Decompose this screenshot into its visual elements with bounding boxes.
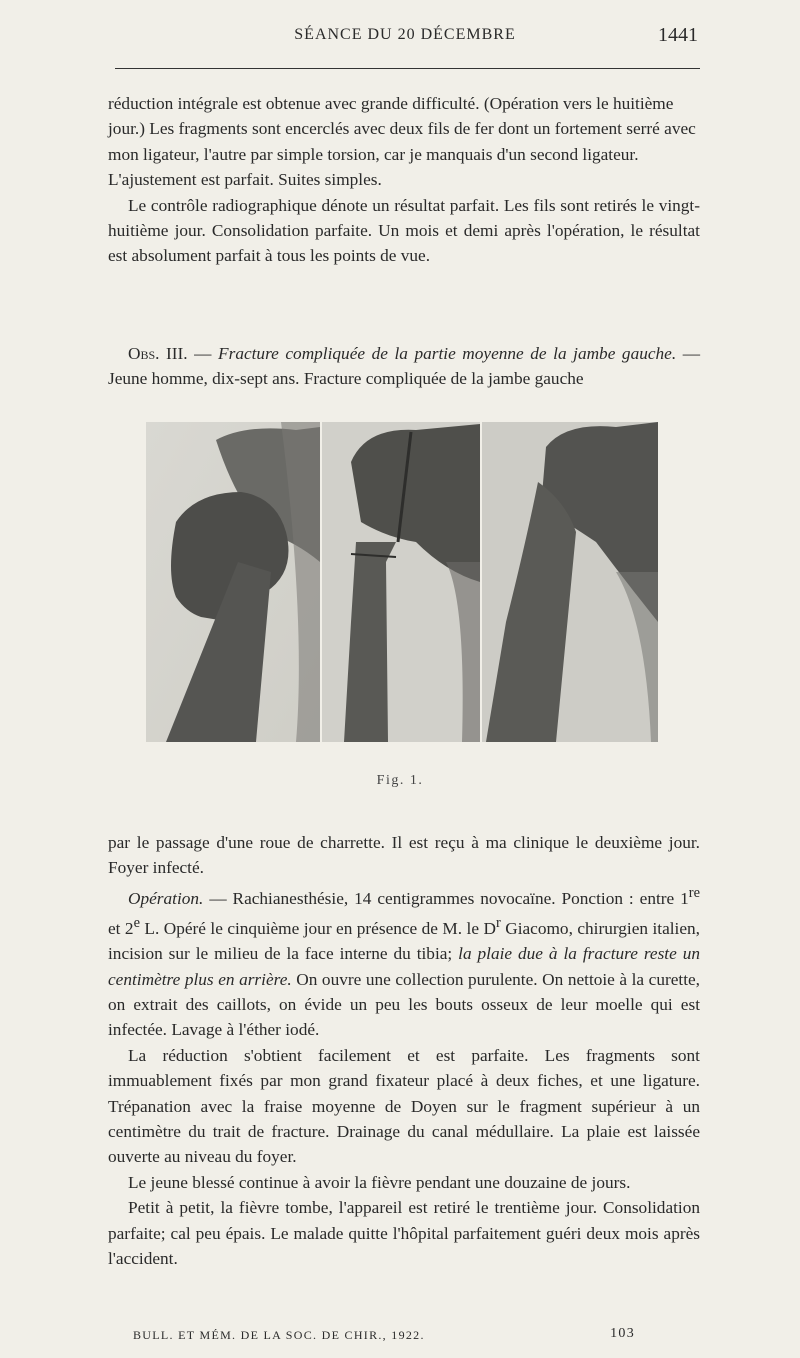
paragraph: Le contrôle radiographique dénote un résultat parfait. Les fils sont retirés le vingt-huitième jour. Consolidation parfaite. Un mois et demi après l'opération, le résultat est absolument parfait à tous les points de vue. bbox=[108, 195, 700, 266]
observation-heading bbox=[108, 341, 700, 392]
obs-label: Obs. III. bbox=[128, 344, 188, 363]
superscript: e bbox=[133, 914, 140, 931]
page-number: 1441 bbox=[658, 24, 698, 46]
text-run: L. Opéré le cinquième jour en présence de M. le D bbox=[139, 918, 496, 938]
figure-caption: Fig. 1. bbox=[376, 773, 424, 788]
paragraph: par le passage d'une roue de charrette. Il est reçu à ma clinique le deuxième jour. Foyer infecté. bbox=[108, 833, 700, 878]
text-run: — Rachianesthésie, 14 centigrammes novocaïne. Ponction : entre 1 bbox=[203, 888, 689, 908]
running-header bbox=[110, 26, 700, 54]
obs-dash: — bbox=[187, 344, 219, 363]
radiograph-panel-1 bbox=[146, 422, 320, 742]
page-footer bbox=[133, 1326, 693, 1346]
paragraph: La réduction s'obtient facilement et est parfaite. Les fragments sont immuablement fixés par mon grand fixateur placé à deux fiches, et une ligature. Trépanation avec la fraise moyenne de Doyen sur le fragment supérieur à un centimètre du trait de fracture. Drainage du canal médullaire. La plaie est laissée ouverte au niveau du foyer. bbox=[108, 1045, 700, 1167]
superscript: r bbox=[495, 914, 501, 931]
sheet-number: 103 bbox=[610, 1326, 635, 1341]
header-rule bbox=[115, 68, 700, 69]
operation-label: Opération. bbox=[128, 888, 204, 908]
text-run: On ouvre une collection purulente. On nettoie à la curette, on extrait des caillots, on évide un peu les bouts osseux de leur moelle qui est infectée. Lavage à l'éther iodé. bbox=[108, 969, 700, 1040]
obs-title: Fracture compliquée de la partie moyenne de la jambe gauche. bbox=[218, 344, 677, 363]
superscript: re bbox=[688, 884, 700, 901]
radiograph-panel-2 bbox=[322, 422, 480, 742]
paragraph: Petit à petit, la fièvre tombe, l'appareil est retiré le trentième jour. Consolidation parfaite; cal peu épais. Le malade quitte l'hôpital parfaitement guéri deux mois après l'accident. bbox=[108, 1198, 700, 1269]
paragraph: Le jeune blessé continue à avoir la fièvre pendant une douzaine de jours. bbox=[128, 1172, 631, 1192]
italic-text: la plaie due à la fracture reste un centimètre plus en arrière. bbox=[108, 944, 700, 989]
paragraph bbox=[108, 341, 700, 392]
radiograph-figure bbox=[146, 422, 658, 742]
paragraph: réduction intégrale est obtenue avec grande difficulté. (Opération vers le huitième jour.) Les fragments sont encerclés avec deux fils de fer dont un fortement serré avec mon ligateur, l'autre par simple torsion, car je manquais d'un second ligateur. L'ajustement est parfait. Suites simples. bbox=[108, 94, 696, 190]
text-run: Giacomo, chirurgien italien, incision sur le milieu de la face interne du tibia; bbox=[108, 918, 700, 964]
text-block-bottom bbox=[108, 830, 700, 1271]
publication-line: BULL. ET MÉM. DE LA SOC. DE CHIR., 1922. bbox=[133, 1328, 425, 1342]
text-run: et 2 bbox=[108, 918, 134, 938]
radiograph-panels bbox=[146, 422, 658, 742]
running-title: SÉANCE DU 20 DÉCEMBRE bbox=[294, 26, 516, 43]
obs-text: — Jeune homme, dix-sept ans. Fracture compliquée de la jambe gauche bbox=[108, 344, 700, 389]
radiograph-panel-3 bbox=[482, 422, 658, 742]
text-block-top bbox=[108, 91, 700, 269]
paragraph bbox=[108, 881, 700, 1043]
